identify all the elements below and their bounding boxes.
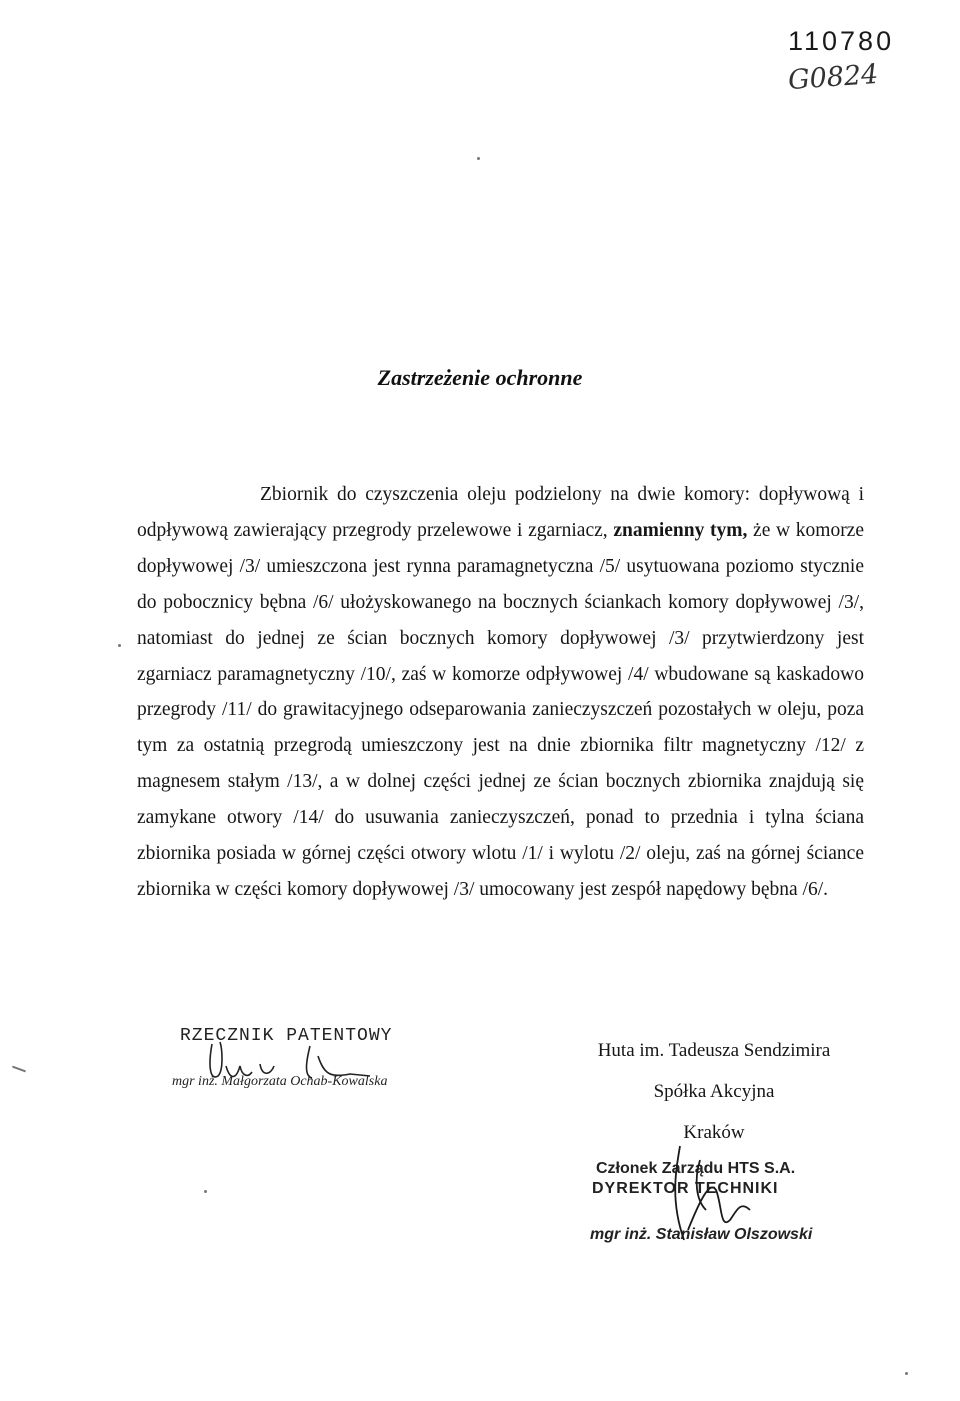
page-title: Zastrzeżenie ochronne [377,365,583,390]
scan-speck [477,157,480,160]
scan-speck [905,1372,908,1375]
claim-text-start: Zbiornik do czyszczenia oleju podzielony na dwie komory: dopływową i odpływową zawierający przegrody przelewowe i zgarniacz, [137,484,864,541]
patent-attorney-stamp-title: RZECZNIK PATENTOWY [180,1026,393,1046]
claim-text-end: że w komorze dopływowej /3/ umieszczona jest rynna paramagnetyczna /5/ usytuowana poziomo stycznie do pobocznicy bębna /6/ ułożyskowanego na bocznych ściankach komory dopływowej /3/, natomiast do jednej ze ścian bocznych komory dopływowej /3/ przytwierdzony jest zgarniacz paramagnetyczny /10/, zaś w komorze odpływowej /4/ wbudowane są kaskadowo przegrody /11/ do grawitacyjnego odseparowania zanieczyszczeń pozostałych w oleju, poza tym za ostatnią przegrodą umieszczony jest na dnie zbiornika filtr magnetyczny /12/ z magnesem stałym /13/, a w dolnej części jednej ze ścian bocznych zbiornika znajdują się zamykane otwory /14/ do usuwania zanieczyszczeń, ponad to przednia i tylna ściana zbiornika posiada w górnej części otwory wlotu /1/ i wylotu /2/ oleju, zaś na górnej ściance zbiornika w części komory dopływowej /3/ umocowany jest zespół napędowy bębna /6/. [137,519,864,900]
patent-attorney-signature [200,1036,380,1091]
patent-attorney-stamp [172,1026,432,1106]
director-signature [640,1140,790,1250]
director-stamp-title: DYREKTOR TECHNIKI [592,1180,779,1197]
scan-speck [118,644,121,647]
handwritten-number: G0824 [787,58,880,97]
director-stamp [590,1160,850,1255]
patent-attorney-stamp-name: mgr inż. Małgorzata Ochab-Kowalska [172,1074,388,1089]
company-form: Spółka Akcyjna [653,1081,775,1102]
director-stamp-name: mgr inż. Stanisław Olszowski [590,1226,813,1243]
company-city: Kraków [683,1122,745,1143]
company-block [544,1030,884,1153]
claim-bold-phrase: znamienny tym, [613,519,748,541]
scan-speck [204,1190,207,1193]
director-stamp-board: Członek Zarządu HTS S.A. [596,1160,796,1177]
scan-mark [12,1066,26,1073]
claim-paragraph [137,477,864,908]
company-name: Huta im. Tadeusza Sendzimira [597,1040,831,1061]
document-number: 110780 [788,26,895,56]
